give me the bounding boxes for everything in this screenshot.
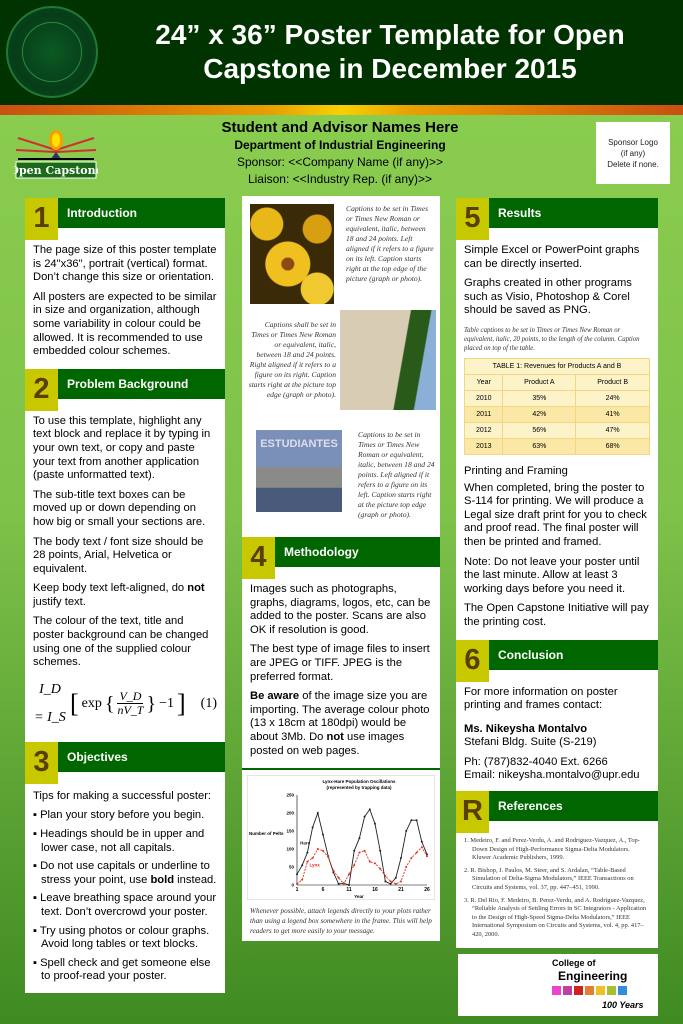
paragraph: The colour of the text, title and poster background can be changed using one of the supplied colour schemes. [33, 615, 209, 669]
data-point-hare [379, 850, 381, 852]
data-point-hare [322, 834, 324, 836]
data-point-hare [374, 823, 376, 825]
y-tick-label: 150 [286, 828, 294, 834]
data-point-hare [296, 873, 298, 875]
table-row: 2011 42% 41% [465, 406, 650, 422]
results-body [456, 228, 658, 640]
list-item: ▪ Plan your story before you begin. [33, 809, 205, 822]
data-point-lynx [369, 861, 371, 863]
section-header-conclusion [456, 640, 658, 676]
data-point-lynx [405, 866, 407, 868]
chart-subtitle: (represented by trapping data) [326, 785, 392, 791]
department: Department of Industrial Engineering [234, 138, 446, 152]
chart-panel [242, 768, 440, 941]
data-point-hare [301, 864, 303, 866]
x-tick-label: 1 [295, 887, 299, 894]
y-axis-label: Number of Pelts [249, 831, 284, 837]
data-point-lynx [421, 846, 423, 848]
data-point-lynx [410, 857, 412, 859]
data-point-lynx [390, 881, 392, 883]
data-point-hare [364, 816, 366, 818]
section-title: References [489, 791, 658, 821]
list-item: ▪ Leave breathing space around your text. Don’t overcrowd your poster. [33, 892, 217, 918]
paragraph: The sub-title text boxes can be moved up or down depending on how big or small your sections are. [33, 488, 206, 528]
x-tick-label: 16 [372, 887, 378, 894]
x-tick-label: 11 [346, 887, 352, 894]
paragraph: Note: Do not leave your poster until the last minute. Allow at least 3 working days before you need it. [464, 555, 640, 595]
flower-photo [250, 204, 334, 304]
college-of-engineering-logo [458, 954, 658, 1016]
logo-text: Open Capstone [14, 164, 98, 177]
logo-text: Engineering [558, 969, 628, 983]
y-tick-label: 50 [288, 864, 294, 870]
open-capstone-logo [14, 128, 98, 180]
data-point-lynx [332, 870, 334, 872]
figure-caption: Captions to be set in Times or Times New Roman or equivalent, italic, between 18 and 24 points. Left aligned if it refers to a figure on its left. Caption starts right at the picture top edge (graph or photo). [358, 430, 435, 519]
figures-panel [242, 196, 440, 537]
equation: I_D = I_S [ exp { $\frac{V\_D}{nV\_T}$ } −1 ] (1) [34, 681, 217, 725]
column-header: Year [465, 374, 503, 390]
paragraph: Simple Excel or PowerPoint graphs can be directly inserted. [464, 244, 640, 270]
data-point-lynx [301, 879, 303, 881]
section-header-references [456, 791, 658, 828]
paragraph: The page size of this poster template is 24"x36", portrait (vertical) format. Don’t change this size or orientation. [33, 244, 217, 284]
color-squares [552, 986, 627, 995]
section-title: Results [489, 198, 658, 228]
contact-phone: Ph: (787)832-4040 Ext. 6266 [464, 755, 608, 768]
paragraph: The body text / font size should be 28 points, Arial, Helvetica or equivalent. [33, 535, 204, 575]
right-column [456, 198, 658, 948]
data-point-hare [384, 881, 386, 883]
section-number: 1 [25, 198, 58, 240]
section-number: 5 [456, 198, 489, 240]
data-point-lynx [353, 864, 355, 866]
data-point-hare [410, 819, 412, 821]
references-body [456, 821, 658, 948]
paragraph: Graphs created in other programs such as Visio, Photoshop & Corel should be saved as PNG. [464, 277, 632, 317]
paragraph: The Open Capstone Initiative will pay the printing cost. [464, 602, 649, 628]
sponsor-logo-placeholder [596, 122, 670, 184]
data-point-lynx [348, 873, 350, 875]
data-point-lynx [379, 868, 381, 870]
data-point-lynx [327, 856, 329, 858]
data-point-lynx [384, 875, 386, 877]
figure-caption: Captions to be set in Times or Times New Roman or equivalent, italic, between 18 and 24 points. Left aligned if it refers to a figure on its left. Caption starts right at the top edge of the picture (graph or photo). [346, 204, 434, 283]
objectives-body [25, 772, 225, 993]
poster-title: 24” x 36” Poster Template for Open Capstone in December 2015 [155, 19, 625, 84]
data-point-hare [400, 857, 402, 859]
data-point-hare [421, 841, 423, 843]
paragraph: For more information on poster printing and frames contact: [464, 685, 618, 712]
x-axis-label: Year [354, 894, 364, 900]
paragraph: When completed, bring the poster to S-114 for printing. We will produce a Legal size draft print for you to check and proof read. The final poster will then be printed and framed. [464, 481, 647, 548]
sponsor-logo-text: Delete if none. [607, 160, 659, 169]
y-tick-label: 100 [286, 846, 294, 852]
data-point-lynx [296, 883, 298, 885]
estudiantes-photo: ESTUDIANTES [256, 430, 342, 512]
list-item: ▪ Do not use capitals or underline to stress your point, use bold instead. [33, 860, 217, 886]
subheading: Printing and Framing [464, 464, 568, 477]
data-point-hare [338, 883, 340, 885]
introduction-body [25, 228, 225, 369]
logo-text: College of [552, 958, 596, 968]
authors-block [180, 118, 500, 188]
middle-column [242, 196, 440, 941]
table-row: 2013 63% 68% [465, 438, 650, 454]
section-number: 3 [25, 742, 58, 784]
x-tick-label: 26 [424, 887, 430, 894]
data-point-lynx [306, 861, 308, 863]
data-point-hare [405, 830, 407, 832]
section-header-objectives [25, 742, 225, 778]
chart-caption: Whenever possible, attach legends directly to your plots rather than using a legend box somewhere in the frame. This will help readers to get more easily to your message. [250, 907, 432, 936]
section-title: Methodology [275, 537, 440, 567]
section-title: Conclusion [489, 640, 658, 670]
series-label-lynx: Lynx [309, 862, 320, 868]
data-point-lynx [322, 850, 324, 852]
figure-caption: Captions shall be set in Times or Times New Roman or equivalent, italic, between 18 and 24 points. Right aligned if it refers to a figure on its right. Caption starts right at the picture top edge (graph or photo). [248, 320, 336, 399]
section-number: 4 [242, 537, 275, 579]
paragraph: All posters are expected to be similar in size and organization, although some variability in colour could be allowed. It is recommended to use embedded colour schemes. [33, 290, 217, 358]
paragraph: Images such as photographs, graphs, diagrams, logos, etc, can be added to the poster. Scans are also OK if resolution is good. [250, 583, 431, 636]
data-point-lynx [364, 850, 366, 852]
data-point-lynx [312, 857, 314, 859]
logo-text: 100 Years [602, 1000, 644, 1010]
data-point-hare [390, 883, 392, 885]
table-title: TABLE 1: Revenues for Products A and B [465, 358, 650, 374]
contact-email[interactable]: Email: nikeysha.montalvo@upr.edu [464, 769, 640, 782]
section-number: 2 [25, 369, 58, 411]
contact-name: Ms. Nikeysha Montalvo [464, 722, 588, 735]
problem-background-body [25, 399, 225, 742]
y-tick-label: 0 [291, 882, 294, 888]
y-tick-label: 200 [286, 810, 294, 816]
table-caption: Table captions to be set in Times or Times New Roman or equivalent, italic, 20 points, to the length of the column. Caption placed on top of the table. [464, 326, 640, 352]
data-point-hare [348, 884, 350, 886]
column-photo [340, 310, 436, 410]
section-title: Introduction [58, 198, 225, 228]
left-column [25, 198, 225, 993]
data-point-lynx [395, 883, 397, 885]
y-tick-label: 250 [286, 792, 294, 798]
sponsor-line: Sponsor: <<Company Name (if any)>> [236, 155, 444, 169]
data-point-lynx [400, 881, 402, 883]
liaison-line: Liaison: <<Industry Rep. (if any)>> [247, 172, 433, 186]
data-point-hare [369, 809, 371, 811]
data-point-lynx [338, 877, 340, 879]
contact-office: Stefani Bldg. Suite (S-219) [464, 736, 597, 749]
data-point-lynx [317, 848, 319, 850]
series-label-hare: Hare [300, 840, 311, 846]
data-point-lynx [343, 883, 345, 885]
section-header-methodology [242, 537, 440, 573]
data-point-hare [317, 812, 319, 814]
paragraph: Tips for making a successful poster: [33, 789, 212, 802]
lynx-hare-chart [247, 775, 435, 900]
data-point-lynx [416, 852, 418, 854]
reference-item: 1. Medeiro, F. and Perez-Verdu, A. and Rodriguez-Vazquez, A., Top-Down Design of High-Performance Sigma-Delta Modulators. Kluwer Academic Publishers, 1999. [464, 837, 640, 862]
data-point-lynx [374, 863, 376, 865]
university-seal-logo [6, 6, 98, 98]
x-tick-label: 21 [398, 887, 404, 894]
data-point-hare [416, 819, 418, 821]
list-item: ▪ Try using photos or colour graphs. Avoid long tables or text blocks. [33, 924, 210, 951]
reference-item: 2. R. Bishop, J. Paulos, M. Steer, and S. Ardalan, “Table-Based Simulation of Delta-Sigma Modulators,” IEEE Transactions on Circuits and Systems, vol. 37, pp. 447–451, 1990. [464, 866, 634, 892]
data-point-hare [395, 877, 397, 879]
header-divider [0, 105, 683, 115]
table-row: 2010 35% 24% [465, 390, 650, 406]
paragraph: Keep body text left-aligned, do not justify text. [33, 582, 205, 608]
revenue-table [464, 358, 650, 455]
section-header-results [456, 198, 658, 234]
data-point-hare [306, 852, 308, 854]
paragraph: The best type of image files to insert are JPEG or TIFF. JPEG is the preferred format. [250, 643, 430, 683]
list-item: ▪ Headings should be in upper and lower case, not all capitals. [33, 828, 205, 854]
section-header-introduction [25, 198, 225, 234]
list-item: ▪ Spell check and get someone else to proof-read your poster. [33, 956, 211, 983]
section-title: Problem Background [58, 369, 225, 399]
data-point-lynx [358, 852, 360, 854]
column-header: Product B [576, 374, 650, 390]
reference-item: 3. R. Del Rio, F. Medeiro, B. Perez-Verdu, and A. Rodriguez-Vazquez, “Reliable Analysis of Settling Errors in SC Integrators - Application to the Design of High-Speed Sigma-Delta Modulators,” IEEE International Symposium on Circuits and Systems, vol. 4, pp. 417–420, 2000. [464, 896, 647, 938]
x-tick-label: 6 [321, 887, 325, 894]
section-number: R [456, 791, 489, 833]
section-header-problem-background [25, 369, 225, 405]
paragraph: Be aware of the image size you are importing. The average colour photo (13 x 18cm at 180dpi) would be about 3Mb. Do not use images posted on web pages. [250, 690, 430, 757]
table-row: 2012 56% 47% [465, 422, 650, 438]
section-title: Objectives [58, 742, 225, 772]
paragraph: To use this template, highlight any text block and replace it by typing in your own text, or copy and paste your text from another application (paste unformatted text). [33, 414, 211, 482]
author-names: Student and Advisor Names Here [221, 119, 459, 136]
methodology-body [242, 567, 440, 768]
sponsor-logo-text: (if any) [620, 149, 646, 158]
sponsor-logo-text: Sponsor Logo [608, 138, 658, 147]
chart-title: Lynx-Hare Population Oscillations [322, 779, 396, 785]
data-point-hare [358, 837, 360, 839]
data-point-hare [312, 827, 314, 829]
conclusion-body [456, 670, 658, 792]
data-point-lynx [426, 855, 428, 857]
column-header: Product A [503, 374, 576, 390]
section-number: 6 [456, 640, 489, 682]
data-point-hare [353, 850, 355, 852]
